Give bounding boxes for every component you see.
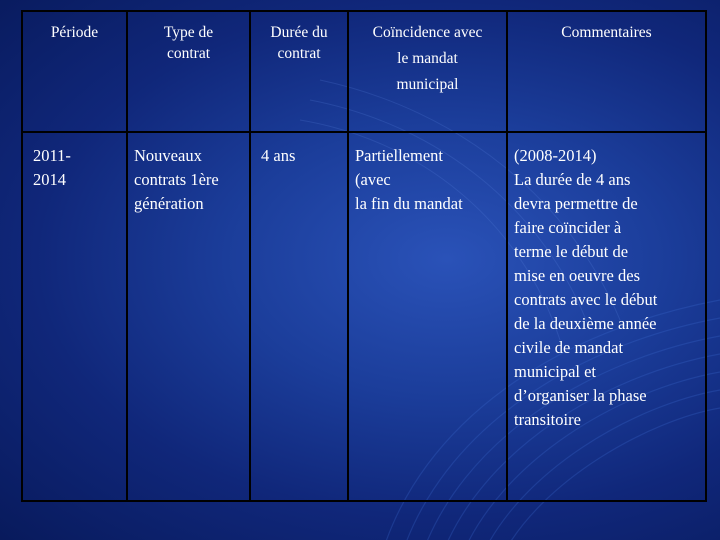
header-commentaires: Commentaires [507, 11, 706, 132]
cell-duree: 4 ans [250, 132, 348, 501]
header-type-contrat: Type de contrat [127, 11, 250, 132]
cell-periode: 2011- 2014 [22, 132, 127, 501]
contract-table [21, 10, 707, 502]
header-coincidence: Coïncidence avec le mandat municipal [348, 11, 507, 132]
table-row [22, 132, 706, 501]
cell-commentaires: (2008-2014) La durée de 4 ans devra permettre de faire coïncider à terme le début de mise en oeuvre des contrats avec le début de la deuxième année civile de mandat municipal et d’organiser la phase transitoire [507, 132, 706, 501]
cell-type-contrat: Nouveaux contrats 1ère génération [127, 132, 250, 501]
header-duree-contrat: Durée du contrat [250, 11, 348, 132]
cell-coincidence: Partiellement (avec la fin du mandat [348, 132, 507, 501]
header-row [22, 11, 706, 132]
header-periode: Période [22, 11, 127, 132]
